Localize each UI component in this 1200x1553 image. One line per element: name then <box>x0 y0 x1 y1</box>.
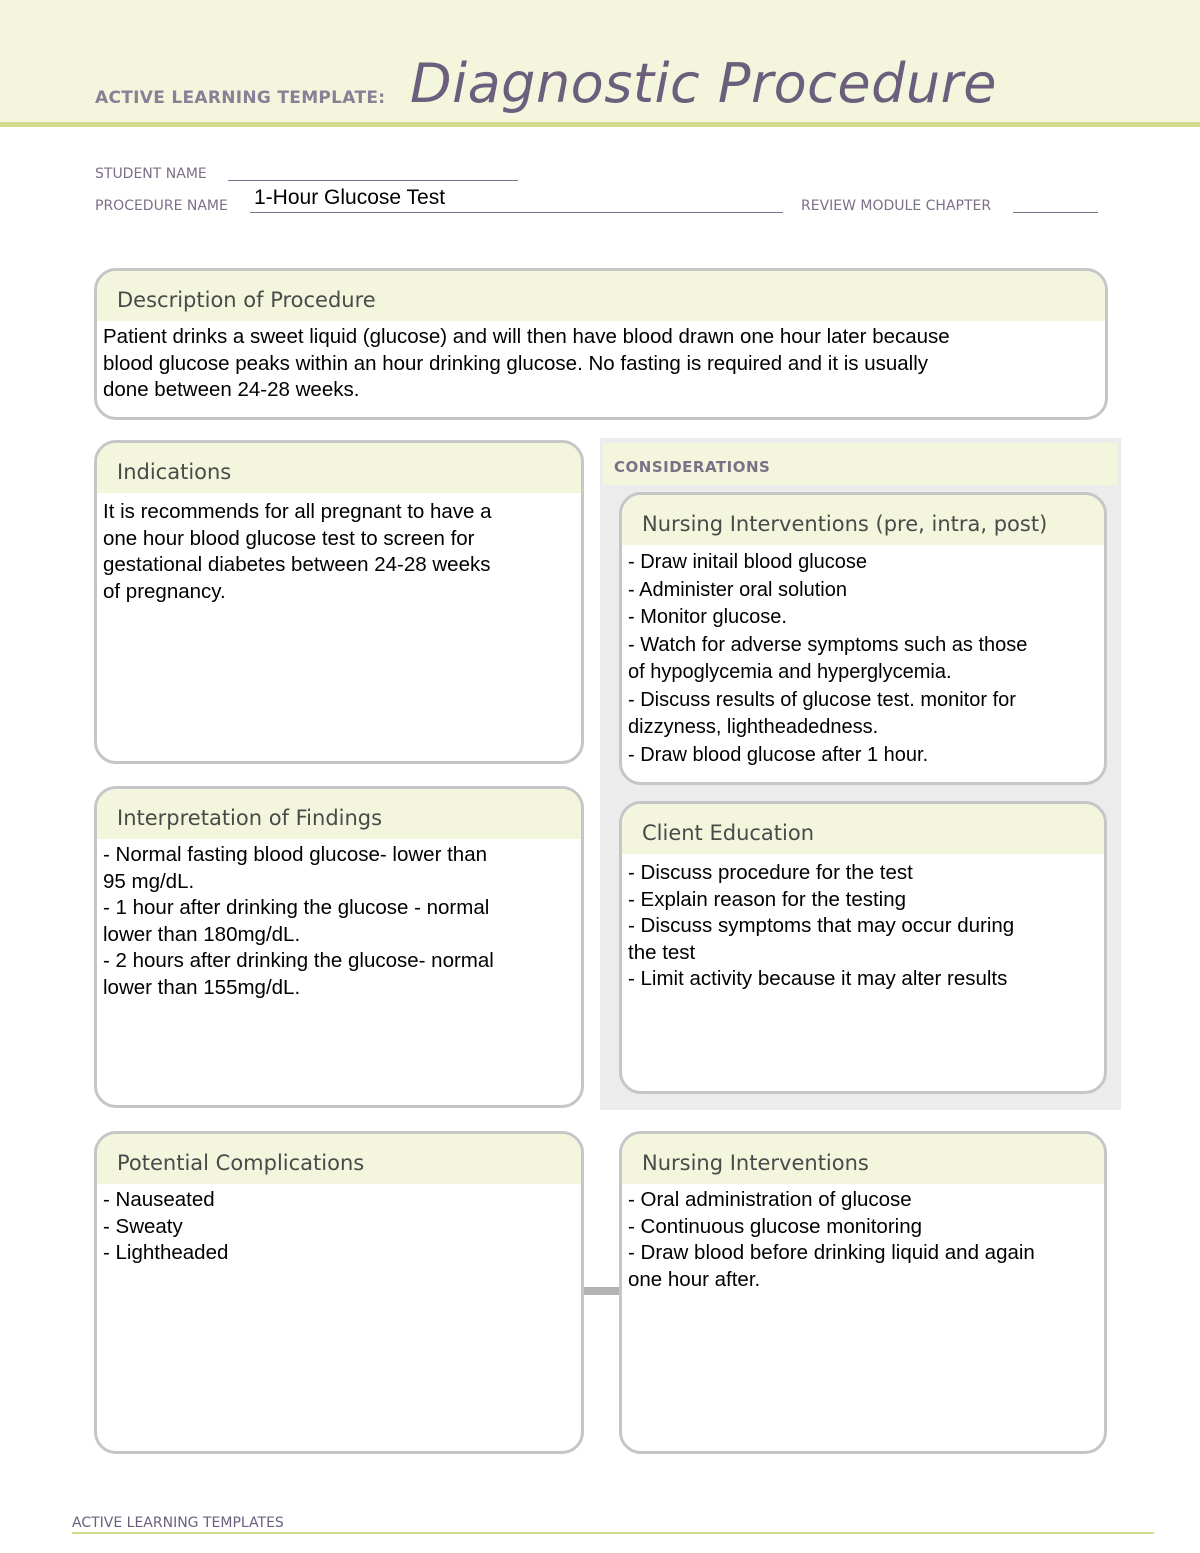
description-box <box>94 268 1108 420</box>
interpretation-body[interactable]: - Normal fasting blood glucose- lower than 95 mg/dL. - 1 hour after drinking the glucose - normal lower than 180mg/dL. - 2 hours after drinking the glucose- normal lower than 155mg/dL. <box>103 843 494 999</box>
review-module-label: REVIEW MODULE CHAPTER <box>801 198 992 214</box>
header-divider <box>0 122 1200 127</box>
connector-bar <box>582 1287 620 1295</box>
nursing-interventions-body[interactable]: - Oral administration of glucose - Continuous glucose monitoring - Draw blood before drinking liquid and again one hour after. <box>628 1188 1035 1291</box>
indications-box <box>94 440 584 764</box>
review-module-field[interactable] <box>1013 212 1098 213</box>
interpretation-box <box>94 786 584 1108</box>
complications-box <box>94 1131 584 1454</box>
considerations-nursing-interventions-body[interactable]: - Draw initail blood glucose - Administer oral solution - Monitor glucose. - Watch for adverse symptoms such as those of hypoglycemia and hyperglycemia. - Discuss results of glucose test. monitor for dizzyness, lightheadedness. - Draw blood glucose after 1 hour. <box>628 551 1028 766</box>
nursing-interventions-box <box>619 1131 1107 1454</box>
procedure-name-underline <box>250 212 783 213</box>
page-title: Diagnostic Procedure <box>410 52 998 115</box>
footer-text: ACTIVE LEARNING TEMPLATES <box>72 1515 284 1531</box>
considerations-label: CONSIDERATIONS <box>614 458 771 476</box>
complications-body[interactable]: - Nauseated - Sweaty - Lightheaded <box>103 1188 229 1264</box>
client-education-body[interactable]: - Discuss procedure for the test - Explain reason for the testing - Discuss symptoms that may occur during the test - Limit activity because it may alter results <box>628 861 1015 990</box>
interpretation-heading: Interpretation of Findings <box>97 789 581 839</box>
description-heading: Description of Procedure <box>97 271 1105 321</box>
indications-heading: Indications <box>97 443 581 493</box>
template-label: ACTIVE LEARNING TEMPLATE: <box>95 88 386 108</box>
complications-heading: Potential Complications <box>97 1134 581 1184</box>
indications-body[interactable]: It is recommends for all pregnant to have a one hour blood glucose test to screen for gestational diabetes between 24-28 weeks of pregnancy. <box>103 500 492 603</box>
student-name-label: STUDENT NAME <box>95 166 207 182</box>
procedure-name-field[interactable]: 1-Hour Glucose Test <box>254 186 446 209</box>
client-education-heading: Client Education <box>622 804 1104 854</box>
student-name-field[interactable] <box>228 180 518 181</box>
footer-divider <box>72 1532 1154 1534</box>
considerations-nursing-interventions-box <box>619 492 1107 785</box>
considerations-nursing-interventions-heading: Nursing Interventions (pre, intra, post) <box>622 495 1104 545</box>
description-body[interactable]: Patient drinks a sweet liquid (glucose) and will then have blood drawn one hour later because blood glucose peaks within an hour drinking glucose. No fasting is required and it is usually done between 24-28 weeks. <box>103 325 950 401</box>
nursing-interventions-heading: Nursing Interventions <box>622 1134 1104 1184</box>
procedure-name-label: PROCEDURE NAME <box>95 198 228 214</box>
client-education-box <box>619 801 1107 1094</box>
